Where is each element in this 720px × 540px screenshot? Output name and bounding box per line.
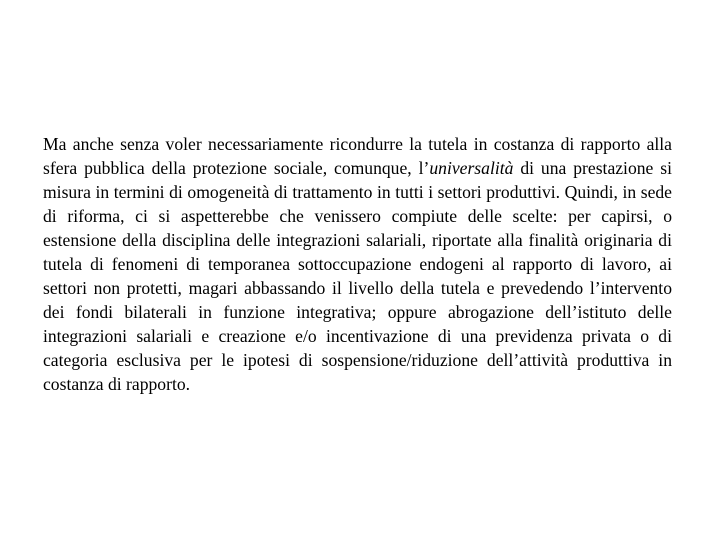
- paragraph-text-end: di una prestazione si misura in termini di omogeneità di trattamento in tutti i settori produttivi. Quindi, in sede di riforma, ci si aspetterebbe che venissero compiute delle scelte: per capirsi, o estensione della disciplina delle integrazioni salariali, riportate alla finalità originaria di tutela di fenomeni di temporanea sottoccupazione endogeni al rapporto di lavoro, ai settori non protetti, magari abbassando il livello della tutela e prevedendo l’intervento dei fondi bilaterali in funzione integrativa; oppure abrogazione dell’istituto delle integrazioni salariali e creazione e/o incentivazione di una previdenza privata o di categoria esclusiva per le ipotesi di sospensione/riduzione dell’attività produttiva in costanza di rapporto.: [43, 158, 672, 394]
- body-paragraph: [43, 132, 672, 396]
- emphasized-word: universalità: [429, 158, 514, 178]
- paragraph-text-start: Ma anche senza voler necessariamente ricondurre la tutela in costanza di rapporto alla sfera pubblica della protezione sociale, comunque, l’: [43, 134, 672, 178]
